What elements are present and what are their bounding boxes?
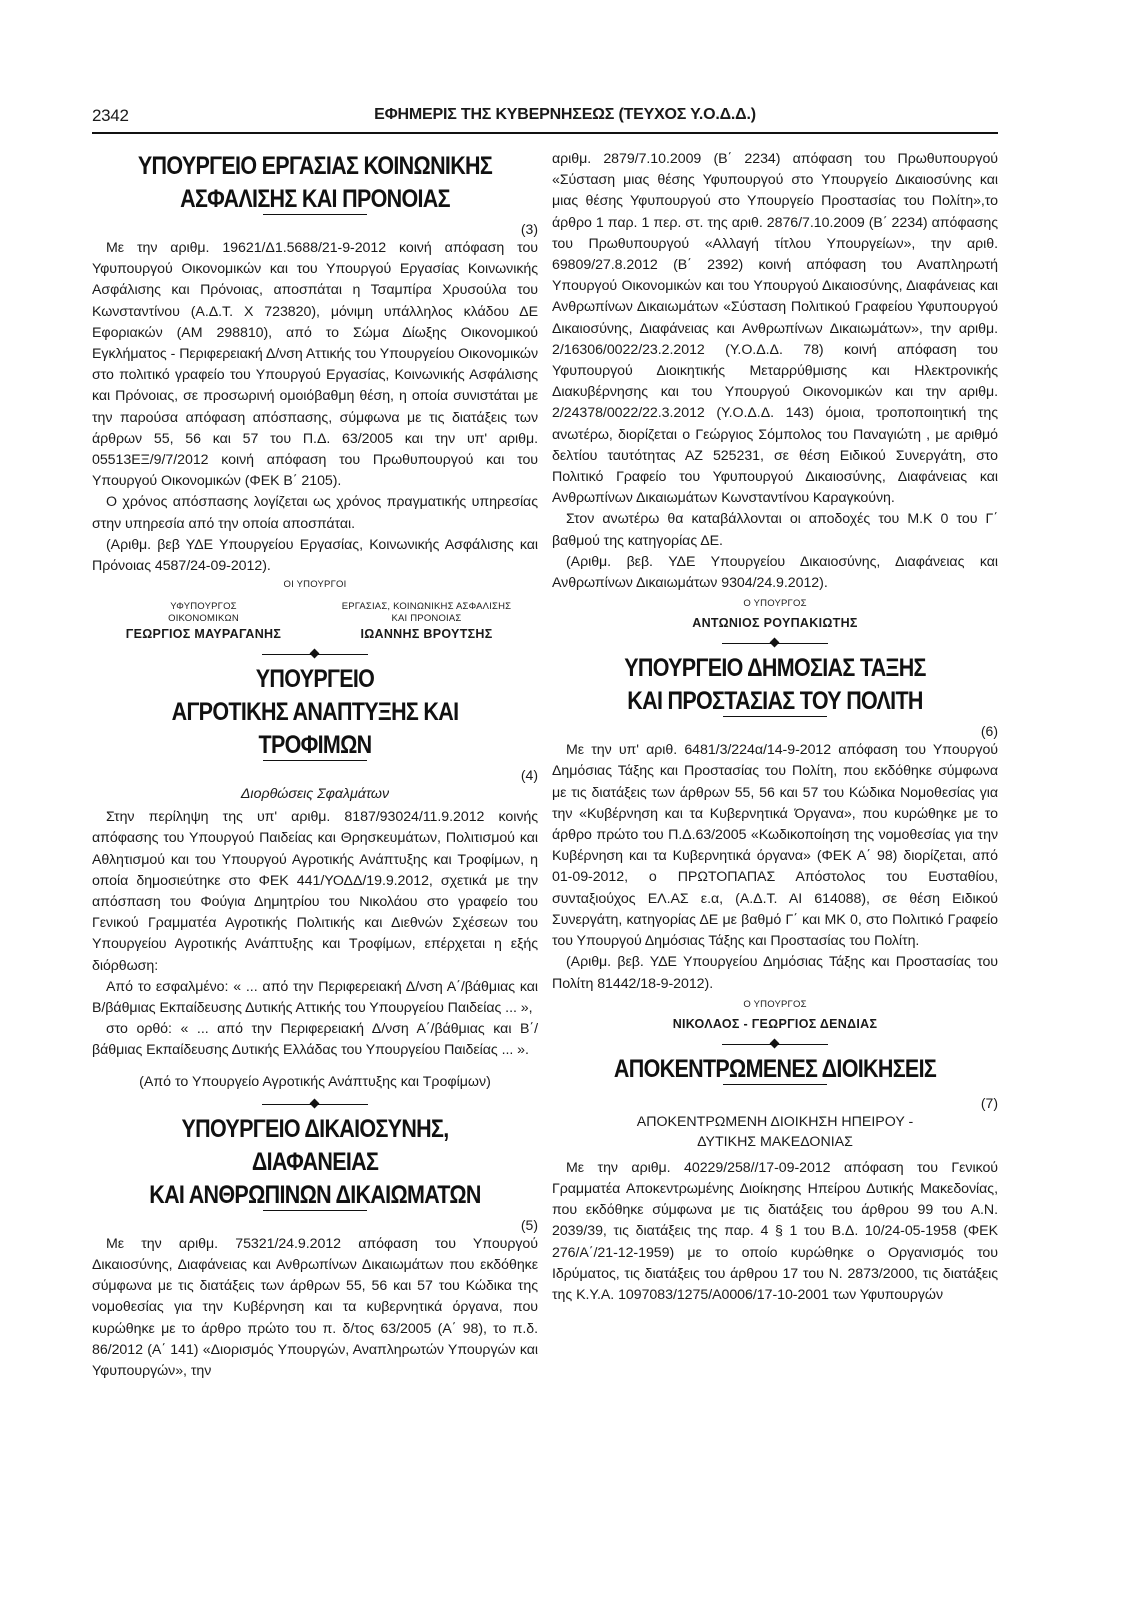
- body-paragraph: (Αριθμ. βεβ. ΥΔΕ Υπουργείου Δικαιοσύνης, Διαφάνειας και Ανθρωπίνων Δικαιωμάτων 9304/24.9.2012).: [552, 553, 998, 592]
- running-title: ΕΦΗΜΕΡΙΣ ΤΗΣ ΚΥΒΕΡΝΗΣΕΩΣ (ΤΕΥΧΟΣ Υ.Ο.Δ.Δ.): [374, 106, 756, 123]
- section-number: (3): [520, 221, 538, 237]
- signatory-title: ΟΙΚΟΝΟΜΙΚΩΝ: [168, 613, 239, 625]
- left-column: [92, 150, 538, 1382]
- section-7: [552, 1053, 998, 1306]
- ministry-heading-line2: ΚΑΙ ΑΝΘΡΩΠΙΝΩΝ ΔΙΚΑΙΩΜΑΤΩΝ: [149, 1180, 481, 1209]
- authority-name-line1: ΑΠΟΚΕΝΤΡΩΜΕΝΗ ΔΙΟΙΚΗΣΗ ΗΠΕΙΡΟΥ -: [636, 1113, 914, 1130]
- section-4: [92, 663, 538, 1092]
- ministry-heading-line2: ΚΑΙ ΠΡΟΣΤΑΣΙΑΣ ΤΟΥ ΠΟΛΙΤΗ: [627, 687, 923, 716]
- section-3: [92, 150, 538, 643]
- body-paragraph: στο ορθό: « ... από την Περιφερειακή Δ/νση Α΄/βάθμιας και Β΄/βάθμιας Εκπαίδευσης Δυτικής Ελλάδας του Υπουργείου Παιδείας ... ».: [92, 1021, 538, 1059]
- ministry-heading-line1: ΥΠΟΥΡΓΕΙΟ ΔΙΚΑΙΟΣΥΝΗΣ, ΔΙΑΦΑΝΕΙΑΣ: [181, 1114, 449, 1176]
- diamond-icon: [310, 649, 320, 659]
- section-separator: [722, 1039, 828, 1049]
- signatory-label: Ο ΥΠΟΥΡΓΟΣ: [743, 598, 807, 610]
- signatory-title: ΥΦΥΠΟΥΡΓΟΣ: [170, 601, 237, 613]
- ministry-heading: [583, 652, 967, 718]
- body-paragraph: Ο χρόνος απόσπασης λογίζεται ως χρόνος πραγματικής υπηρεσίας στην υπηρεσία από την οποία αποσπάται.: [92, 494, 538, 532]
- section-number: (4): [520, 767, 538, 784]
- signatory-name: ΙΩΑΝΝΗΣ ΒΡΟΥΤΣΗΣ: [360, 627, 493, 642]
- section-separator: [722, 638, 828, 648]
- diamond-icon: [770, 1038, 780, 1048]
- ministry-heading: [123, 663, 507, 762]
- ministry-heading-line1: ΥΠΟΥΡΓΕΙΟ ΔΗΜΟΣΙΑΣ ΤΑΞΗΣ: [624, 654, 926, 683]
- signatories-label: ΟΙ ΥΠΟΥΡΓΟΙ: [283, 579, 347, 591]
- ministry-heading: [123, 1113, 507, 1212]
- section-number: (6): [980, 723, 998, 740]
- section-5: [92, 1113, 538, 1382]
- section-number: (7): [980, 1094, 998, 1111]
- body-paragraph: (Αριθμ. βεβ ΥΔΕ Υπουργείου Εργασίας, Κοινωνικής Ασφάλισης και Πρόνοιας 4587/24-09-2012).: [92, 536, 538, 575]
- signatory-name: ΓΕΩΡΓΙΟΣ ΜΑΥΡΑΓΑΝΗΣ: [125, 627, 282, 642]
- ministry-heading-line2: ΑΓΡΟΤΙΚΗΣ ΑΝΑΠΤΥΞΗΣ ΚΑΙ ΤΡΟΦΙΜΩΝ: [171, 698, 459, 760]
- authority-name-line2: ΔΥΤΙΚΗΣ ΜΑΚΕΔΟΝΙΑΣ: [697, 1133, 853, 1150]
- signatory-name: ΝΙΚΟΛΑΟΣ - ΓΕΩΡΓΙΟΣ ΔΕΝΔΙΑΣ: [672, 1016, 878, 1031]
- signatory: [315, 601, 538, 643]
- body-paragraph: Από το εσφαλμένο: « ... από την Περιφερειακή Δ/νση Α΄/βάθμιας και Β/βάθμιας Εκπαίδευσης Δυτικής Αττικής του Υπουργείου Παιδείας ... »,: [92, 978, 538, 1017]
- page-number: 2342: [92, 106, 129, 125]
- body-paragraph: αριθμ. 2879/7.10.2009 (Β΄ 2234) απόφαση του Πρωθυπουργού «Σύσταση μιας θέσης Υφυπουργού στο Υπουργείο Δικαιοσύνης και μιας θέσης Υφυπουργού στο Υπουργείο Προστασίας του Πολίτη»,το άρθρο 1 παρ. 1 περ. στ. της αριθ. 2876/7.10.2009 (Β΄ 2234) απόφασης του Πρωθυπουργού «Αλλαγή τίτλου Υπουργείων», την αριθ. 69809/27.8.2012 (Β΄ 2392) κοινή απόφαση του Αναπληρωτή Υπουργού Οικονομικών και του Υπουργού Δικαιοσύνης, Διαφάνειας και Ανθρωπίνων Δικαιωμάτων «Σύσταση Πολιτικού Γραφείου Υφυπουργού Δικαιοσύνης, Διαφάνειας και Ανθρωπίνων Δικαιωμάτων», την αριθμ. 2/16306/0022/23.2.2012 (Υ.Ο.Δ.Δ. 78) κοινή απόφαση του Υφυπουργού Διοικητικής Μεταρρύθμισης και Ηλεκτρονικής Διακυβέρνησης και του Υπουργού Οικονομικών και την αριθμ. 2/24378/0022/22.3.2012 (Υ.Ο.Δ.Δ. 143) όμοια, τροποποιητική της ανωτέρω, διορίζεται ο Γεώργιος Σόμπολος του Παναγιώτη , με αριθμό δελτίου ταυτότητας ΑΖ 525231, σε θέση Ειδικού Συνεργάτη, στο Πολιτικό Γραφείο του Υφυπουργού Δικαιοσύνης, Διαφάνειας και Ανθρωπίνων Δικαιωμάτων Κωνσταντίνου Καραγκούνη.: [552, 151, 998, 507]
- signatory-name: ΑΝΤΩΝΙΟΣ ΡΟΥΠΑΚΙΩΤΗΣ: [692, 616, 858, 631]
- signatories: [92, 601, 538, 643]
- section-5-continued: [552, 149, 998, 632]
- signatory-title: ΕΡΓΑΣΙΑΣ, ΚΟΙΝΩΝΙΚΗΣ ΑΣΦΑΛΙΣΗΣ: [341, 601, 512, 613]
- section-separator: [262, 649, 368, 659]
- ministry-heading: [123, 150, 507, 216]
- diamond-icon: [310, 1098, 320, 1108]
- ministry-heading-line1: ΥΠΟΥΡΓΕΙΟ ΕΡΓΑΣΙΑΣ ΚΟΙΝΩΝΙΚΗΣ: [137, 152, 493, 180]
- section-subtitle: Διορθώσεις Σφαλμάτων: [240, 786, 390, 803]
- body-paragraph: Με την αριθμ. 19621/Δ1.5688/21-9-2012 κοινή απόφαση του Υφυπουργού Οικονομικών και του Υπουργού Εργασίας Κοινωνικής Ασφάλισης και Πρόνοιας, αποσπάται η Τσαμπίρα Χρυσούλα του Κωνσταντίνου (Α.Δ.Τ. Χ 723820), μόνιμη υπάλληλος κλάδου ΔΕ Εφοριακών (ΑΜ 298810), από το Σώμα Δίωξης Οικονομικού Εγκλήματος - Περιφερειακή Δ/νση Αττικής του Υπουργείου Οικονομικών στο πολιτικό γραφείο του Υπουργού Εργασίας, Κοινωνικής Ασφάλισης και Πρόνοιας, σε προσωρινή ομοιόβαθμη θέση, η οποία συνιστάται με την παρούσα απόφαση απόσπασης, σύμφωνα με τις διατάξεις των άρθρων 55, 56 και 57 του Π.Δ. 63/2005 και την υπ' αριθμ. 05513ΕΞ/9/7/2012 κοινή απόφαση του Πρωθυπουργού και του Υπουργού Οικονομικών (ΦΕΚ Β΄ 2105).: [92, 240, 538, 490]
- ministry-heading-line2: ΑΣΦΑΛΙΣΗΣ ΚΑΙ ΠΡΟΝΟΙΑΣ: [180, 185, 450, 213]
- closing-note: (Από το Υπουργείο Αγροτικής Ανάπτυξης και Τροφίμων): [139, 1073, 491, 1090]
- right-column: [552, 149, 998, 1306]
- ministry-heading-line1: ΥΠΟΥΡΓΕΙΟ: [255, 665, 375, 694]
- page-header: [92, 106, 998, 134]
- body-paragraph: (Αριθμ. βεβ. ΥΔΕ Υπουργείου Δημόσιας Τάξης και Προστασίας του Πολίτη 81442/18-9-2012).: [552, 954, 998, 992]
- ministry-heading: [583, 1053, 967, 1086]
- signatory: [92, 601, 315, 643]
- section-6: [552, 652, 998, 1032]
- diamond-icon: [770, 638, 780, 648]
- body-paragraph: Στην περίληψη της υπ' αριθμ. 8187/93024/11.9.2012 κοινής απόφασης του Υπουργού Παιδείας και Θρησκευμάτων, Πολιτισμού και Αθλητισμού και του Υπουργού Αγροτικής Ανάπτυξης και Τροφίμων, η οποία δημοσιεύτηκε στο ΦΕΚ 441/ΥΟΔΔ/19.9.2012, σχετικά με την απόσπαση του Φούγια Δημητρίου του Νικολάου στο γραφείο του Γενικού Γραμματέα Αγροτικής Πολιτικής και Διεθνών Σχέσεων του Υπουργείου Αγροτικής Ανάπτυξης και Τροφίμων, επέρχεται η εξής διόρθωση:: [92, 809, 538, 974]
- signatory-title: ΚΑΙ ΠΡΟΝΟΙΑΣ: [391, 613, 462, 625]
- body-paragraph: Με την υπ' αριθ. 6481/3/224α/14-9-2012 απόφαση του Υπουργού Δημόσιας Τάξης και Προστασίας του Πολίτη, που εκδόθηκε σύμφωνα με τις διατάξεις των άρθρων 55, 56 και 57 του Κώδικα Νομοθεσίας για την «Κυβέρνηση και τα Κυβερνητικά Όργανα», που κυρώθηκε με το άρθρο πρώτο του Π.Δ.63/2005 «Κωδικοποίηση της νομοθεσίας για την Κυβέρνηση και τα Κυβερνητικά όργανα» (ΦΕΚ Α΄ 98) διορίζεται, από 01-09-2012, ο ΠΡΩΤΟΠΑΠΑΣ Απόστολος του Ευσταθίου, συνταξιούχος ΕΛ.ΑΣ ε.α, (Α.Δ.Τ. ΑΙ 614088), σε θέση Ειδικού Συνεργάτη, κατηγορίας ΔΕ με βαθμό Γ΄ και ΜΚ 0, στο Πολιτικό Γραφείο του Υπουργού Δημόσιας Τάξης και Προστασίας του Πολίτη.: [552, 742, 998, 950]
- body-paragraph: Στον ανωτέρω θα καταβάλλονται οι αποδοχές του Μ.Κ 0 του Γ΄ βαθμού της κατηγορίας ΔΕ.: [552, 511, 998, 549]
- section-separator: [262, 1099, 368, 1109]
- ministry-heading-line1: ΑΠΟΚΕΝΤΡΩΜΕΝΕΣ ΔΙΟΙΚΗΣΕΙΣ: [613, 1054, 937, 1083]
- signatory-label: Ο ΥΠΟΥΡΓΟΣ: [743, 998, 807, 1010]
- section-number: (5): [520, 1216, 538, 1233]
- body-paragraph: Με την αριθμ. 75321/24.9.2012 απόφαση του Υπουργού Δικαιοσύνης, Διαφάνειας και Ανθρωπίνων Δικαιωμάτων που εκδόθηκε σύμφωνα με τις διατάξεις των άρθρων 55, 56 και 57 του Κώδικα της νομοθεσίας για την Κυβέρνηση και τα κυβερνητικά όργανα, που κυρώθηκε με το άρθρο πρώτο του π. δ/τος 63/2005 (Α΄ 98), το π.δ. 86/2012 (Α΄ 141) «Διορισμός Υπουργών, Αναπληρωτών Υπουργών και Υφυπουργών», την: [92, 1235, 538, 1379]
- body-paragraph: Με την αριθμ. 40229/258//17-09-2012 απόφαση του Γενικού Γραμματέα Αποκεντρωμένης Διοίκησης Ηπείρου Δυτικής Μακεδονίας, που εκδόθηκε σύμφωνα με τις διατάξεις του άρθρου 99 του Α.Ν. 2039/39, τις διατάξεις της παρ. 4 § 1 του Β.Δ. 10/24-05-1958 (ΦΕΚ 276/Α΄/21-12-1959) με το οποίο κυρώθηκε ο Οργανισμός του Ιδρύματος, τις διατάξεις του άρθρου 17 του Ν. 2873/2000, τις διατάξεις της Κ.Υ.Α. 1097083/1275/Α0006/17-10-2001 των Υφυπουργών: [552, 1159, 998, 1303]
